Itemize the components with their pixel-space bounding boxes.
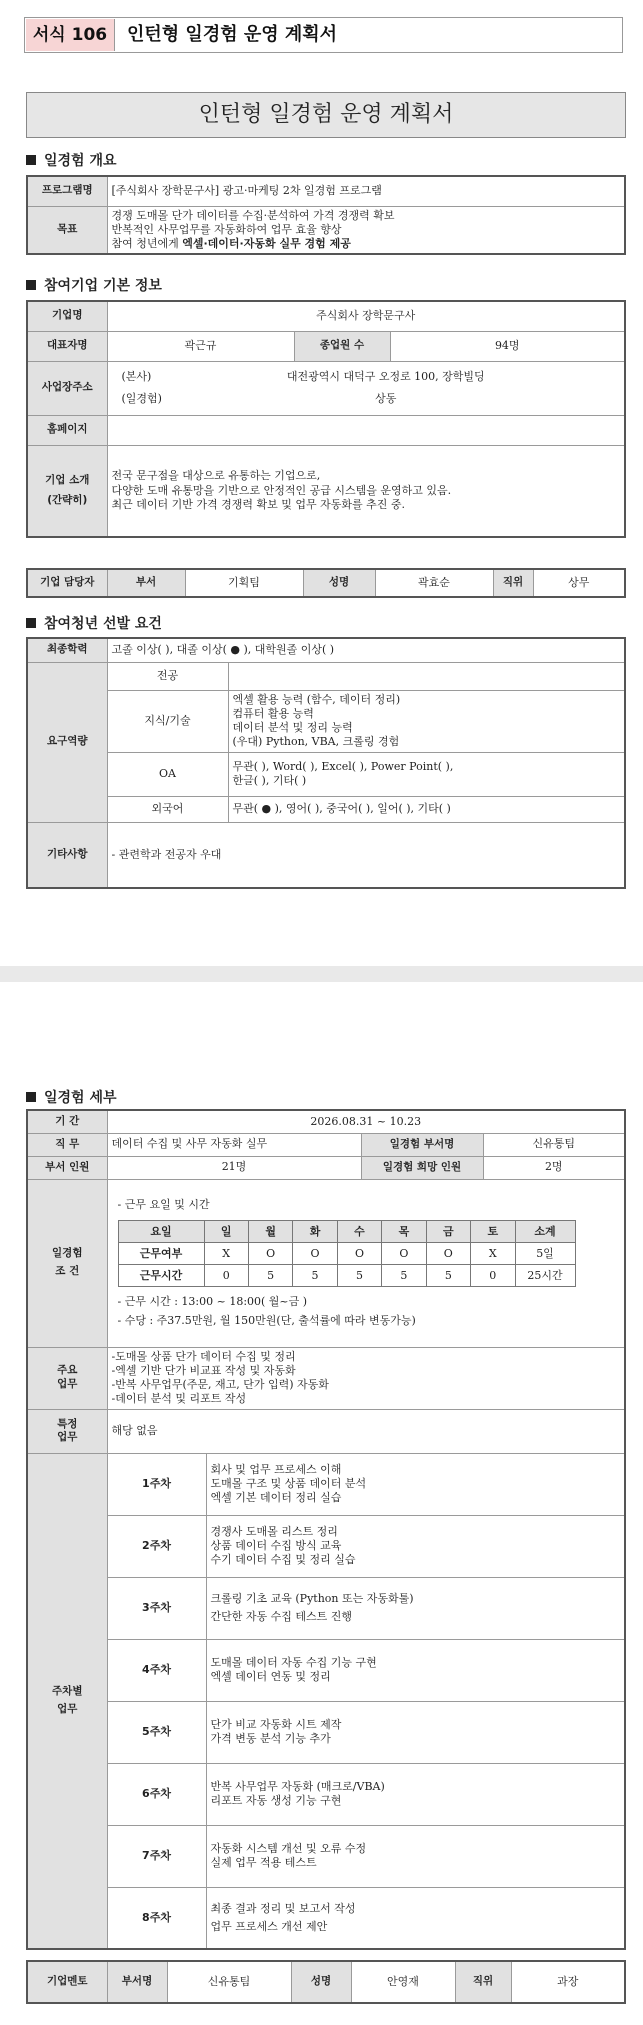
- week-label: 5주차: [107, 1701, 206, 1763]
- goal-value: 경쟁 도매몰 단가 데이터를 수집·분석하여 가격 경쟁력 확보 반복적인 사무업무를 자동화하여 업무 효율 향상 참여 청년에게 엑셀·데이터·자동화 실무 경험 제공: [107, 206, 625, 254]
- page-break-divider: [0, 966, 643, 982]
- major-value: [228, 662, 625, 690]
- schedule-row: 근무여부 X O O O O O X 5일: [118, 1243, 575, 1265]
- ceo-value: 곽근규: [107, 331, 294, 361]
- intro-value: 전국 문구점을 대상으로 유통하는 기업으로, 다양한 도매 유통망을 기반으로 안정적인 공급 시스템을 운영하고 있음. 최근 데이터 기반 가격 경쟁력 확보 및 업무 자동화를 추진 중.: [107, 445, 625, 537]
- condition-label: 일경험 조 건: [27, 1179, 107, 1347]
- schedule-header-cell: 토: [471, 1221, 515, 1243]
- schedule-header-cell: 월: [248, 1221, 292, 1243]
- section-heading-requirements: 참여청년 선발 요건: [26, 613, 162, 633]
- skill-value: 엑셀 활용 능력 (함수, 데이터 정리) 컴퓨터 활용 능력 데이터 분석 및 정리 능력 (우대) Python, VBA, 크롤링 경험: [228, 690, 625, 752]
- square-bullet-icon: [26, 618, 36, 628]
- oa-value: 무관( ), Word( ), Excel( ), Power Point( ), 한글( ), 기타( ): [228, 752, 625, 796]
- week-content: 도매몰 데이터 자동 수집 기능 구현 엑셀 데이터 연동 및 정리: [206, 1639, 625, 1701]
- schedule-header-cell: 금: [426, 1221, 470, 1243]
- contact-title-label: 직위: [493, 569, 533, 597]
- weekly-duty-label: 주차별 업무: [27, 1453, 107, 1949]
- condition-value: [107, 1179, 625, 1347]
- week-row: [27, 1763, 625, 1825]
- schedule-header-cell: 목: [382, 1221, 426, 1243]
- education-label: 최종학력: [27, 638, 107, 662]
- company-table: [26, 300, 626, 538]
- ceo-label: 대표자명: [27, 331, 107, 361]
- wanted-count-value: 2명: [483, 1156, 625, 1179]
- contact-name-label: 성명: [303, 569, 375, 597]
- schedule-header-cell: 일: [204, 1221, 248, 1243]
- wanted-count-label: 일경험 희망 인원: [361, 1156, 483, 1179]
- program-label: 프로그램명: [27, 176, 107, 206]
- oa-label: OA: [107, 752, 228, 796]
- week-row: [27, 1577, 625, 1639]
- work-dept-value: 신유통팀: [483, 1133, 625, 1156]
- week-label: 2주차: [107, 1515, 206, 1577]
- homepage-label: 홈페이지: [27, 415, 107, 445]
- week-content: 반복 사무업무 자동화 (매크로/VBA) 리포트 자동 생성 기능 구현: [206, 1763, 625, 1825]
- contact-title-value: 상무: [533, 569, 625, 597]
- schedule-row: 근무시간 0 5 5 5 5 5 0 25시간: [118, 1265, 575, 1287]
- square-bullet-icon: [26, 155, 36, 165]
- homepage-value: [107, 415, 625, 445]
- company-name-label: 기업명: [27, 301, 107, 331]
- dept-staff-label: 부서 인원: [27, 1156, 107, 1179]
- duty-label: 직 무: [27, 1133, 107, 1156]
- education-value: 고졸 이상( ), 대졸 이상( ● ), 대학원졸 이상( ): [107, 638, 625, 662]
- goal-label: 목표: [27, 206, 107, 254]
- contact-label: 기업 담당자: [27, 569, 107, 597]
- work-days-title: - 근무 요일 및 시간: [117, 1198, 210, 1212]
- week-row: [27, 1887, 625, 1949]
- week-content: 자동화 시스템 개선 및 오류 수정 실제 업무 적용 테스트: [206, 1825, 625, 1887]
- contact-dept-value: 기획팀: [185, 569, 303, 597]
- week-label: 4주차: [107, 1639, 206, 1701]
- week-row: [27, 1825, 625, 1887]
- mentor-title-label: 직위: [455, 1961, 511, 2003]
- section-heading-overview: 일경험 개요: [26, 150, 117, 170]
- overview-table: [26, 175, 626, 255]
- etc-label: 기타사항: [27, 822, 107, 888]
- etc-value: - 관련학과 전공자 우대: [107, 822, 625, 888]
- period-label: 기 간: [27, 1110, 107, 1133]
- language-value: 무관( ● ), 영어( ), 중국어( ), 일어( ), 기타( ): [228, 796, 625, 822]
- duty-value: 데이터 수집 및 사무 자동화 실무: [107, 1133, 361, 1156]
- special-duty-value: 해당 없음: [107, 1409, 625, 1453]
- week-label: 6주차: [107, 1763, 206, 1825]
- week-row: [27, 1639, 625, 1701]
- week-content: 최종 결과 정리 및 보고서 작성 업무 프로세스 개선 제안: [206, 1887, 625, 1949]
- mentor-name-label: 성명: [291, 1961, 351, 2003]
- detail-table: [26, 1109, 626, 1950]
- intro-label: 기업 소개 (간략히): [27, 445, 107, 537]
- competency-label: 요구역량: [27, 662, 107, 822]
- week-content: 단가 비교 자동화 시트 제작 가격 변동 분석 기능 추가: [206, 1701, 625, 1763]
- schedule-header-cell: 소계: [515, 1221, 575, 1243]
- schedule-header-cell: 화: [293, 1221, 337, 1243]
- main-duty-value: -도매몰 상품 단가 데이터 수집 및 정리 -엑셀 기반 단가 비교표 작성 및 자동화 -반복 사무업무(주문, 재고, 단가 입력) 자동화 -데이터 분석 및 리포트 작성: [107, 1347, 625, 1409]
- staff-count-value: 94명: [390, 331, 625, 361]
- week-label: 1주차: [107, 1453, 206, 1515]
- schedule-header-cell: 요일: [118, 1221, 204, 1243]
- contact-dept-label: 부서: [107, 569, 185, 597]
- schedule-header-cell: 수: [337, 1221, 381, 1243]
- mentor-label: 기업멘토: [27, 1961, 107, 2003]
- form-number: 서식 106: [26, 19, 115, 51]
- address-value: (본사) 대전광역시 대덕구 오정로 100, 장학빌딩 (일경험) 상동: [107, 361, 625, 415]
- dept-staff-value: 21명: [107, 1156, 361, 1179]
- week-row: [27, 1453, 625, 1515]
- major-label: 전공: [107, 662, 228, 690]
- pay-info: - 수당 : 주37.5만원, 월 150만원(단, 출석률에 따라 변동가능): [117, 1313, 416, 1327]
- week-row: [27, 1701, 625, 1763]
- mentor-table: [26, 1960, 626, 2004]
- week-content: 회사 및 업무 프로세스 이해 도매몰 구조 및 상품 데이터 분석 엑셀 기본 데이터 정리 실습: [206, 1453, 625, 1515]
- week-label: 3주차: [107, 1577, 206, 1639]
- company-contact-table: [26, 568, 626, 598]
- contact-name-value: 곽효순: [375, 569, 493, 597]
- square-bullet-icon: [26, 1092, 36, 1102]
- schedule-table: [118, 1220, 576, 1287]
- mentor-dept-value: 신유통팀: [167, 1961, 291, 2003]
- square-bullet-icon: [26, 280, 36, 290]
- week-row: [27, 1515, 625, 1577]
- special-duty-label: 특정 업무: [27, 1409, 107, 1453]
- work-time: - 근무 시간 : 13:00 ~ 18:00( 월~금 ): [117, 1295, 308, 1309]
- mentor-name-value: 안영재: [351, 1961, 455, 2003]
- address-label: 사업장주소: [27, 361, 107, 415]
- requirements-table: [26, 637, 626, 889]
- form-header-title: 인턴형 일경험 운영 계획서: [127, 24, 338, 45]
- work-dept-label: 일경험 부서명: [361, 1133, 483, 1156]
- language-label: 외국어: [107, 796, 228, 822]
- skill-label: 지식/기술: [107, 690, 228, 752]
- section-heading-company: 참여기업 기본 정보: [26, 275, 162, 295]
- document-title: 인턴형 일경험 운영 계획서: [26, 92, 626, 138]
- week-label: 7주차: [107, 1825, 206, 1887]
- mentor-title-value: 과장: [511, 1961, 625, 2003]
- section-heading-detail: 일경험 세부: [26, 1087, 117, 1107]
- main-duty-label: 주요 업무: [27, 1347, 107, 1409]
- program-value: [주식회사 장학문구사] 광고·마케팅 2차 일경험 프로그램: [107, 176, 625, 206]
- mentor-dept-label: 부서명: [107, 1961, 167, 2003]
- form-header: [24, 17, 623, 53]
- week-content: 경쟁사 도매몰 리스트 정리 상품 데이터 수집 방식 교육 수기 데이터 수집 및 정리 실습: [206, 1515, 625, 1577]
- period-value: 2026.08.31 ~ 10.23: [107, 1110, 625, 1133]
- week-content: 크롤링 기초 교육 (Python 또는 자동화툴) 간단한 자동 수집 테스트 진행: [206, 1577, 625, 1639]
- company-name-value: 주식회사 장학문구사: [107, 301, 625, 331]
- week-label: 8주차: [107, 1887, 206, 1949]
- staff-count-label: 종업원 수: [294, 331, 390, 361]
